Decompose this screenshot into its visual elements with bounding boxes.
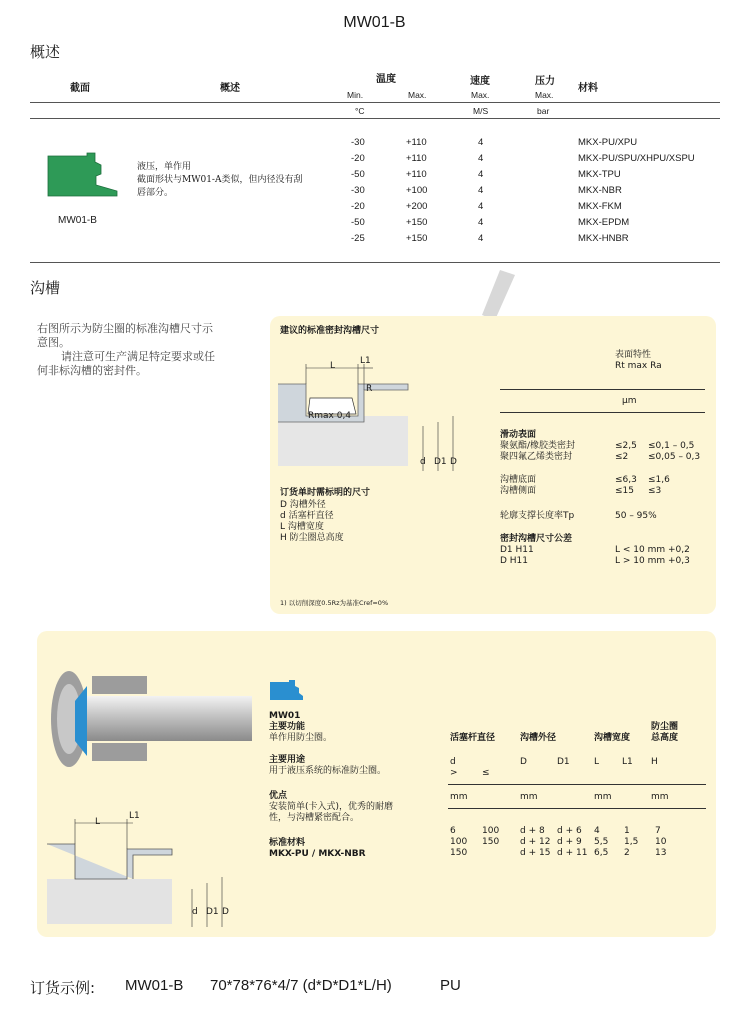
col-groove-od: 沟槽外径 bbox=[520, 733, 557, 743]
use-title: 主要用途 bbox=[269, 755, 306, 765]
dim-row-L1: 1,5 bbox=[624, 837, 639, 847]
seal-profile-shape bbox=[45, 152, 120, 197]
rod-body bbox=[278, 416, 408, 466]
row-min: -30 bbox=[351, 137, 365, 148]
groove-bottom-label: 沟槽底面 bbox=[500, 475, 537, 485]
unit-rod: mm bbox=[450, 792, 468, 802]
dim-row-L: 6,5 bbox=[594, 848, 609, 858]
slide-row2-label: 聚四氟乙烯类密封 bbox=[500, 452, 573, 462]
desc-line-3: 唇部分。 bbox=[137, 188, 174, 198]
slide-title: 滑动表面 bbox=[500, 430, 537, 440]
func-title: 主要功能 bbox=[269, 722, 306, 732]
unit-h: mm bbox=[651, 792, 669, 802]
dim-D: D bbox=[450, 457, 457, 467]
col-speed-header: 速度 bbox=[470, 76, 490, 87]
dim-L1: L1 bbox=[360, 356, 371, 366]
sub-max: Max. bbox=[408, 90, 427, 100]
product-profile-icon bbox=[269, 679, 305, 701]
groove-bottom-rt: ≤6,3 bbox=[615, 475, 637, 485]
dim2-L1: L1 bbox=[129, 811, 140, 821]
row-min: -50 bbox=[351, 217, 365, 228]
unit-temp: °C bbox=[355, 106, 365, 116]
product-panel bbox=[37, 631, 716, 937]
page-title: MW01-B bbox=[343, 14, 406, 31]
slide-row1-label: 聚氨酯/橡胶类密封 bbox=[500, 441, 576, 451]
dim-Rmax: Rmax 0,4 bbox=[308, 411, 352, 421]
row-max: +200 bbox=[406, 201, 428, 212]
row-max: +100 bbox=[406, 185, 428, 196]
order-dim-L: L 沟槽宽度 bbox=[280, 522, 324, 532]
slide-row2-rt: ≤2 bbox=[615, 452, 629, 462]
tol-row2-a: D H11 bbox=[500, 556, 529, 566]
table-rule-bottom bbox=[30, 262, 720, 263]
tol-row1-a: D1 H11 bbox=[500, 545, 534, 555]
unit-speed: M/S bbox=[473, 106, 489, 116]
sym-L1: L1 bbox=[622, 757, 633, 767]
func-text: 单作用防尘圈。 bbox=[269, 733, 333, 743]
desc-line-2: 截面形状与MW01-A类似，但内径没有刮 bbox=[137, 175, 303, 185]
sym-d: d bbox=[450, 757, 456, 767]
surface-unit: µm bbox=[622, 396, 637, 406]
row-material: MKX-TPU bbox=[578, 169, 621, 180]
tp-label: 轮廓支撑长度率Tp bbox=[500, 511, 575, 521]
tol-row2-b: L > 10 mm +0,3 bbox=[615, 556, 690, 566]
col-section-header: 截面 bbox=[70, 83, 90, 94]
row-speed: 4 bbox=[478, 137, 484, 148]
adv-line-2: 性，与沟槽紧密配合。 bbox=[269, 813, 360, 823]
slide-row1-ra: ≤0,1 – 0,5 bbox=[648, 441, 695, 451]
use-text: 用于液压系统的标准防尘圈。 bbox=[269, 766, 387, 776]
surface-title: 表面特性 bbox=[615, 350, 652, 360]
dim-row-gt: 6 bbox=[450, 826, 456, 836]
mat-text: MKX-PU / MKX-NBR bbox=[269, 849, 366, 859]
dim2-D: D bbox=[222, 907, 229, 917]
product-name: MW01 bbox=[269, 711, 301, 721]
dim-D1: D1 bbox=[434, 457, 447, 467]
dim-row-le: 100 bbox=[482, 826, 500, 836]
sub-pressure-max: Max. bbox=[535, 90, 554, 100]
table-rule-top bbox=[30, 102, 720, 103]
row-speed: 4 bbox=[478, 217, 484, 228]
row-min: -20 bbox=[351, 153, 365, 164]
row-max: +110 bbox=[406, 153, 427, 164]
sym-D1: D1 bbox=[557, 757, 570, 767]
row-material: MKX-PU/SPU/XHPU/XSPU bbox=[578, 153, 695, 164]
slide-row2-ra: ≤0,05 – 0,3 bbox=[648, 452, 701, 462]
dim2-d: d bbox=[192, 907, 198, 917]
rod-illustration bbox=[47, 661, 252, 771]
row-min: -50 bbox=[351, 169, 365, 180]
row-material: MKX-PU/XPU bbox=[578, 137, 638, 148]
adv-title: 优点 bbox=[269, 791, 288, 801]
groove-bottom-ra: ≤1,6 bbox=[648, 475, 670, 485]
groove-intro-line-3: 请注意可生产满足特定要求或任 bbox=[61, 350, 215, 363]
row-material: MKX-NBR bbox=[578, 185, 622, 196]
order-dim-d: d 活塞杆直径 bbox=[280, 511, 334, 521]
groove-intro-line-1: 右图所示为防尘圈的标准沟槽尺寸示 bbox=[37, 322, 213, 335]
dim-d: d bbox=[420, 457, 426, 467]
dim-row-D1: d + 11 bbox=[557, 848, 588, 858]
row-max: +110 bbox=[406, 137, 427, 148]
row-material: MKX-FKM bbox=[578, 201, 622, 212]
dim-row-gt: 150 bbox=[450, 848, 468, 858]
surface-sub: Rt max Ra bbox=[615, 361, 662, 371]
overview-heading: 概述 bbox=[30, 43, 61, 61]
col-material-header: 材料 bbox=[578, 83, 598, 94]
dim-R: R bbox=[366, 384, 373, 394]
row-min: -30 bbox=[351, 185, 365, 196]
sub-min: Min. bbox=[347, 90, 364, 100]
groove-side-label: 沟槽侧面 bbox=[500, 486, 537, 496]
order-example-model: MW01-B bbox=[125, 977, 184, 994]
col-groove-w: 沟槽宽度 bbox=[594, 733, 631, 743]
sub-speed-max: Max. bbox=[471, 90, 490, 100]
dim-row-L: 4 bbox=[594, 826, 600, 836]
seal-profile-image bbox=[45, 152, 120, 197]
dim-row-gt: 100 bbox=[450, 837, 468, 847]
groove-intro-line-2: 意图。 bbox=[37, 336, 70, 349]
groove-side-ra: ≤3 bbox=[648, 486, 662, 496]
desc-line-1: 液压，单作用 bbox=[137, 162, 192, 172]
dim-row-H: 7 bbox=[655, 826, 661, 836]
row-speed: 4 bbox=[478, 169, 484, 180]
dim-row-D: d + 8 bbox=[520, 826, 545, 836]
slide-row1-rt: ≤2,5 bbox=[615, 441, 637, 451]
groove-spec-panel bbox=[270, 316, 716, 614]
tol-row1-b: L < 10 mm +0,2 bbox=[615, 545, 690, 555]
dim2-L: L bbox=[95, 817, 101, 827]
order-dim-D: D 沟槽外径 bbox=[280, 500, 326, 510]
unit-od: mm bbox=[520, 792, 538, 802]
order-example-label: 订货示例: bbox=[30, 979, 96, 997]
row-max: +110 bbox=[406, 169, 427, 180]
order-dim-H: H 防尘圈总高度 bbox=[280, 533, 344, 543]
order-example-material: PU bbox=[440, 977, 461, 994]
sym-H: H bbox=[651, 757, 658, 767]
row-max: +150 bbox=[406, 233, 428, 244]
dim-row-H: 10 bbox=[655, 837, 667, 847]
col-pressure-header: 压力 bbox=[535, 76, 555, 87]
dim-row-L: 5,5 bbox=[594, 837, 609, 847]
dim-L: L bbox=[330, 361, 336, 371]
panel1-title: 建议的标准密封沟槽尺寸 bbox=[280, 326, 380, 336]
col-rod: 活塞杆直径 bbox=[450, 733, 496, 743]
order-dims-title: 订货单时需标明的尺寸 bbox=[280, 488, 371, 498]
adv-line-1: 安装简单(卡入式)，优秀的耐磨 bbox=[269, 802, 394, 812]
groove-intro bbox=[37, 322, 215, 378]
row-speed: 4 bbox=[478, 185, 484, 196]
col-height-2: 总高度 bbox=[651, 733, 679, 743]
panel1-footnote: 1) 以切削深度0.5Rz为基准Cref=0% bbox=[280, 599, 389, 607]
row-max: +150 bbox=[406, 217, 428, 228]
row-speed: 4 bbox=[478, 201, 484, 212]
sym-L: L bbox=[594, 757, 600, 767]
dim-row-L1: 1 bbox=[624, 826, 630, 836]
row-speed: 4 bbox=[478, 153, 484, 164]
sym-le: ≤ bbox=[482, 768, 490, 778]
groove-heading: 沟槽 bbox=[30, 279, 61, 297]
dim-row-H: 13 bbox=[655, 848, 667, 858]
row-speed: 4 bbox=[478, 233, 484, 244]
row-material: MKX-HNBR bbox=[578, 233, 629, 244]
dim-row-D: d + 12 bbox=[520, 837, 551, 847]
profile-label: MW01-B bbox=[58, 215, 97, 226]
overview-description bbox=[137, 161, 302, 200]
dim-row-D: d + 15 bbox=[520, 848, 551, 858]
sym-gt: > bbox=[450, 768, 458, 778]
dim2-D1: D1 bbox=[206, 907, 219, 917]
row-min: -20 bbox=[351, 201, 365, 212]
dim-row-L1: 2 bbox=[624, 848, 630, 858]
unit-pressure: bar bbox=[537, 106, 550, 116]
row-min: -25 bbox=[351, 233, 365, 244]
groove-intro-line-4: 何非标沟槽的密封件。 bbox=[37, 364, 147, 377]
tp-value: 50 – 95% bbox=[615, 511, 657, 521]
sym-D: D bbox=[520, 757, 527, 767]
row-material: MKX-EPDM bbox=[578, 217, 630, 228]
col-desc-header: 概述 bbox=[220, 83, 240, 94]
order-example-spec: 70*78*76*4/7 (d*D*D1*L/H) bbox=[210, 977, 392, 994]
dim-row-le: 150 bbox=[482, 837, 500, 847]
tol-title: 密封沟槽尺寸公差 bbox=[500, 534, 573, 544]
dim-row-D1: d + 9 bbox=[557, 837, 582, 847]
groove-side-rt: ≤15 bbox=[615, 486, 634, 496]
table-rule-mid bbox=[30, 118, 720, 119]
mat-title: 标准材料 bbox=[269, 838, 306, 848]
col-temp-header: 温度 bbox=[376, 74, 396, 85]
col-height-1: 防尘圈 bbox=[651, 722, 679, 732]
unit-w: mm bbox=[594, 792, 612, 802]
dim-row-D1: d + 6 bbox=[557, 826, 582, 836]
